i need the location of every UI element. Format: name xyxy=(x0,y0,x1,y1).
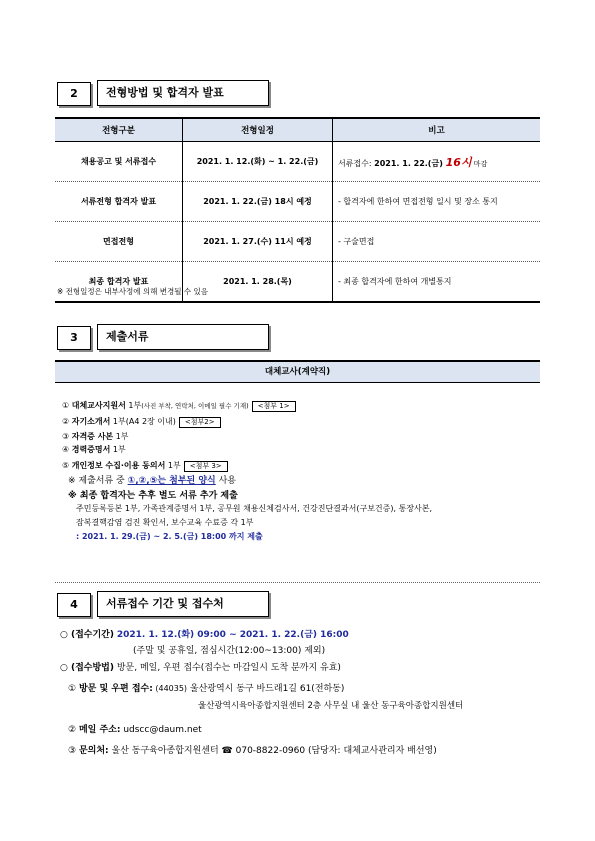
period-value: 2021. 1. 12.(화) 09:00 ~ 2021. 1. 22.(금) 16:00 xyxy=(116,630,349,640)
mail-label: 메일 주소: xyxy=(78,725,121,735)
item-number: ① xyxy=(62,401,70,410)
additional-docs-deadline: : 2021. 1. 29.(금) ~ 2. 5.(금) 18:00 까지 제출 xyxy=(76,532,263,541)
table-row xyxy=(55,142,540,182)
item-number: ③ xyxy=(62,432,70,441)
list-item xyxy=(62,400,296,412)
note-date: 2021. 1. 22.(금) xyxy=(374,158,446,168)
method-label: ○ (접수방법) xyxy=(60,663,114,673)
item-detail: 1부 xyxy=(113,432,129,441)
note-cell: - 합격자에 한하여 면접전형 일시 및 장소 통지 xyxy=(333,182,541,222)
table-row xyxy=(55,182,540,222)
additional-docs-list-1: 주민등록등본 1부, 가족관계증명서 1부, 공무원 채용신체검사서, 건강진단결과서(구보건증), 통장사본, xyxy=(76,504,433,513)
note-suffix: 마감 xyxy=(471,159,488,168)
item-name: 경력증명서 xyxy=(71,445,111,454)
section-4-number: 4 xyxy=(57,593,91,617)
stage-cell: 서류전형 합격자 발표 xyxy=(55,182,183,222)
item-name: 자기소개서 xyxy=(71,417,111,426)
table-row xyxy=(55,222,540,262)
section-4-title: 서류접수 기간 및 접수처 xyxy=(97,591,269,617)
submission-method xyxy=(60,660,341,673)
visit-mail-address xyxy=(68,681,344,694)
item-note: (사진 부착, 연락처, 이메일 필수 기재) xyxy=(141,402,249,410)
table-header-row xyxy=(55,118,540,142)
contact-label: 문의처: xyxy=(78,746,109,756)
item-number: ⑤ xyxy=(62,461,70,470)
form-note-suffix: 사용 xyxy=(215,476,236,486)
header-note: 비고 xyxy=(333,118,541,142)
note-prefix: 서류접수: xyxy=(338,158,375,168)
header-schedule: 전형일정 xyxy=(183,118,333,142)
note-deadline: 16시 xyxy=(445,155,472,169)
period-exclusion-note: (주말 및 공휴일, 점심시간(12:00~13:00) 제외) xyxy=(133,646,326,656)
note-cell: - 구술면접 xyxy=(333,222,541,262)
list-item xyxy=(62,416,221,428)
item-name: 자격증 사본 xyxy=(71,432,114,441)
item-number: ② xyxy=(62,417,70,426)
contact-value: 울산 동구육아종합지원센터 ☎ 070-8822-0960 (담당자: 대체교사관리자 배선영) xyxy=(108,746,437,756)
method-value: 방문, 메일, 우편 접수(접수는 마감일시 도착 분까지 유효) xyxy=(114,663,341,673)
form-note xyxy=(68,473,236,486)
list-item xyxy=(62,460,228,472)
section-2-title: 전형방법 및 합격자 발표 xyxy=(97,80,269,106)
additional-docs-list-2: 잠복결핵감염 검진 확인서, 보수교육 수료증 각 1부 xyxy=(76,518,254,527)
period-label: ○ (접수기간) xyxy=(60,630,114,640)
schedule-cell: 2021. 1. 12.(화) ~ 1. 22.(금) xyxy=(183,142,333,182)
schedule-cell: 2021. 1. 22.(금) 18시 예정 xyxy=(183,182,333,222)
visit-zip: (44035) xyxy=(152,684,188,693)
stage-cell: 면접전형 xyxy=(55,222,183,262)
note-cell xyxy=(333,142,541,182)
form-note-prefix: ※ 제출서류 중 xyxy=(68,476,128,486)
item-detail: 1부 xyxy=(165,461,181,470)
schedule-footnote: ※ 전형일정은 내부사정에 의해 변경될 수 있음 xyxy=(57,287,208,296)
form-note-highlight: ①,②,⑤는 첨부된 양식 xyxy=(127,476,216,486)
header-stage: 전형구분 xyxy=(55,118,183,142)
schedule-cell: 2021. 1. 27.(수) 11시 예정 xyxy=(183,222,333,262)
attachment-tag: <첨부 3> xyxy=(184,461,228,472)
contact-number: ③ xyxy=(68,746,77,756)
item-detail: 1부 xyxy=(125,401,142,410)
list-item xyxy=(62,431,129,442)
item-detail: 1부 xyxy=(110,445,126,454)
section-3-title: 제출서류 xyxy=(97,324,269,350)
section-3-number: 3 xyxy=(57,326,91,350)
attachment-tag: <첨부2> xyxy=(179,417,221,428)
email-address xyxy=(68,722,202,735)
schedule-table xyxy=(55,117,540,303)
section-divider xyxy=(55,582,540,583)
additional-docs-note: ※ 최종 합격자는 추후 별도 서류 추가 제출 xyxy=(68,491,238,501)
list-item xyxy=(62,444,126,455)
contact-info xyxy=(68,743,437,756)
item-name: 대체교사지원서 xyxy=(71,401,126,410)
visit-label: 방문 및 우편 접수: xyxy=(78,684,153,694)
mail-number: ② xyxy=(68,725,77,735)
schedule-cell: 2021. 1. 28.(목) xyxy=(183,262,333,303)
visit-address: 울산광역시 동구 바드래1길 61(전하동) xyxy=(187,684,345,694)
item-name: 개인정보 수집·이용 동의서 xyxy=(71,461,166,470)
attachment-tag: <첨부 1> xyxy=(252,401,296,412)
visit-address-line-2: 울산광역시육아종합지원센터 2층 사무실 내 울산 동구육아종합지원센터 xyxy=(198,701,464,711)
item-detail: 1부(A4 2장 이내) xyxy=(110,417,176,426)
visit-number: ① xyxy=(68,684,77,694)
mail-value[interactable]: udscc@daum.net xyxy=(120,725,202,735)
stage-cell: 최종 합격자 발표 xyxy=(55,262,183,303)
submission-period xyxy=(60,627,349,640)
section-2-number: 2 xyxy=(57,82,91,106)
stage-cell: 채용공고 및 서류접수 xyxy=(55,142,183,182)
item-number: ④ xyxy=(62,445,70,454)
note-cell: - 최종 합격자에 한하여 개별통지 xyxy=(333,262,541,303)
documents-header: 대체교사(계약직) xyxy=(55,360,540,383)
